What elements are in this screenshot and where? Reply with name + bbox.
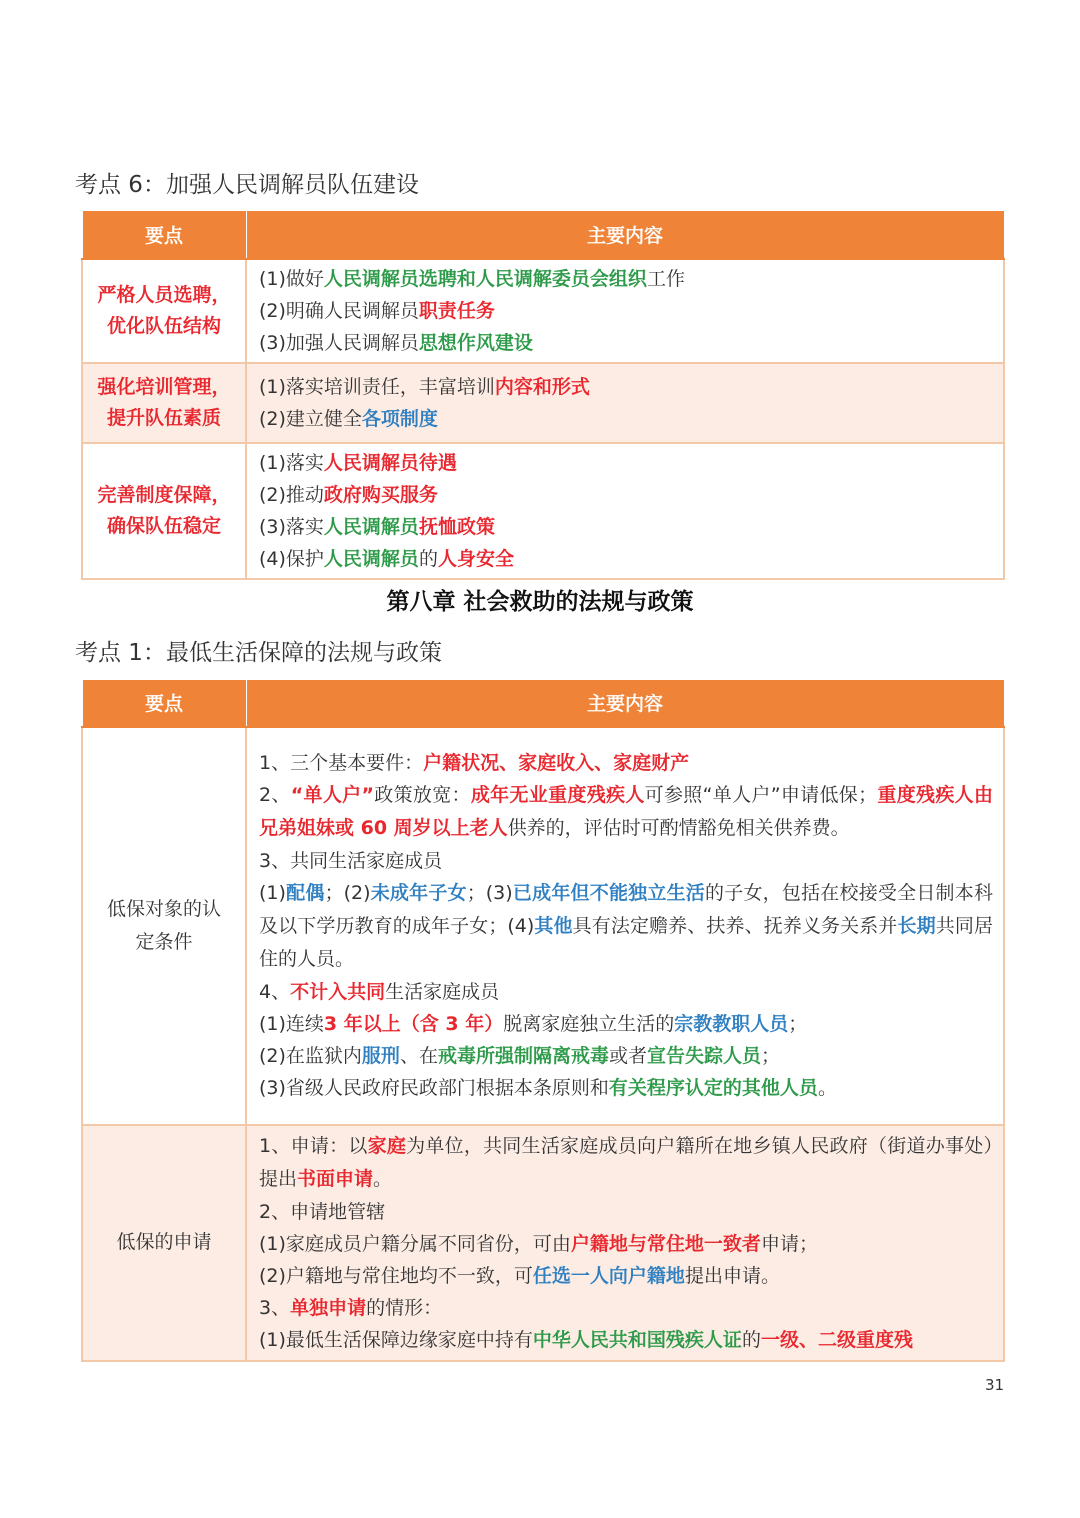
text-segment: 具有法定赡养、扶养、抚养义务关系并	[572, 915, 898, 937]
text-segment: 。	[373, 1167, 393, 1190]
highlight-text: 戒毒所强制隔离戒毒	[437, 1045, 609, 1067]
text-segment: 的	[741, 1328, 761, 1351]
content-line	[259, 747, 993, 779]
content-line	[259, 1072, 993, 1104]
text-segment: 申请；	[760, 1232, 818, 1255]
text-segment: ；	[761, 1045, 781, 1067]
highlight-text: 人民调解员	[323, 515, 419, 538]
highlight-text: 内容和形式	[494, 375, 590, 398]
content-line	[259, 263, 993, 295]
table-row	[82, 1125, 1004, 1361]
content-line	[259, 1324, 993, 1356]
highlight-text: 重度残疾人由兄弟姐妹或 60 周岁以上老人	[259, 784, 993, 839]
highlight-text: 已成年但不能独立生活	[512, 882, 706, 904]
key-points-table-1	[81, 210, 1005, 580]
highlight-text: 任选一人向户籍地	[532, 1264, 685, 1287]
content-line	[259, 543, 993, 575]
highlight-text: 人身安全	[437, 547, 514, 570]
content-line	[259, 976, 993, 1008]
text-segment: ；(3)	[466, 882, 513, 904]
key-point-cell	[82, 443, 246, 579]
text-segment: 脱离家庭独立生活的	[503, 1013, 675, 1035]
text-segment: (1)落实	[259, 451, 324, 474]
table-row	[82, 443, 1004, 579]
text-segment: 政策放宽：	[373, 784, 471, 806]
text-segment: 4、	[259, 981, 291, 1003]
highlight-text: 成年无业重度残疾人	[470, 784, 645, 806]
content-line	[259, 295, 993, 327]
text-segment: 提出申请。	[684, 1264, 780, 1287]
content-line	[259, 1008, 993, 1040]
text-segment: 的情形：	[366, 1296, 443, 1319]
text-segment: 1、申请：以	[259, 1134, 368, 1157]
text-segment: 1、三个基本要件：	[259, 752, 424, 774]
text-segment: (1)家庭成员户籍分属不同省份，可由	[259, 1232, 571, 1255]
section-title-2: 考点 1：最低生活保障的法规与政策	[75, 640, 442, 666]
content-paragraph	[259, 779, 993, 845]
key-points-table-2	[81, 679, 1005, 1362]
text-segment: 。	[817, 1077, 837, 1099]
text-segment: 、在	[399, 1045, 438, 1067]
key-line: 强化培训管理，	[97, 375, 231, 398]
text-segment: 或者	[608, 1045, 647, 1067]
table-row	[82, 363, 1004, 443]
highlight-text: 3 年以上（含 3 年）	[323, 1013, 504, 1035]
text-segment: (2)户籍地与常住地均不一致，可	[259, 1264, 533, 1287]
text-segment: 2、	[259, 784, 291, 806]
text-segment: 可参照“单人户”申请低保；	[644, 784, 878, 806]
key-point-cell	[82, 363, 246, 443]
text-segment: (1)	[259, 882, 286, 904]
highlight-text: 户籍状况、家庭收入、家庭财产	[423, 752, 690, 774]
content-line	[259, 1228, 993, 1260]
highlight-text: 配偶	[285, 882, 325, 904]
text-segment: 2、申请地管辖	[259, 1200, 386, 1223]
highlight-text: 政府购买服务	[323, 483, 438, 506]
text-segment: (4)保护	[259, 547, 324, 570]
content-cell	[246, 727, 1004, 1125]
page-number: 31	[985, 1376, 1005, 1394]
highlight-text: 单独申请	[290, 1296, 367, 1319]
text-segment: ；(2)	[324, 882, 371, 904]
key-point-cell	[82, 259, 246, 363]
highlight-text: 人民调解员	[323, 547, 419, 570]
highlight-text: 职责任务	[418, 299, 495, 322]
text-segment: 供养的，评估时可酌情豁免相关供养费。	[507, 817, 850, 839]
content-paragraph	[259, 877, 993, 976]
content-cell	[246, 443, 1004, 579]
text-segment: 3、共同生活家庭成员	[259, 850, 443, 872]
key-point-cell	[82, 1125, 246, 1361]
text-segment: (1)落实培训责任，丰富培训	[259, 375, 495, 398]
content-line	[259, 511, 993, 543]
highlight-text: 书面申请	[297, 1167, 374, 1190]
highlight-text: 各项制度	[361, 407, 438, 430]
key-point-cell	[82, 727, 246, 1125]
highlight-text: 长期	[897, 915, 936, 937]
key-line: 定条件	[135, 930, 193, 953]
highlight-text: 人民调解员选聘和人民调解委员会组织	[323, 267, 647, 290]
content-line	[259, 1040, 993, 1072]
text-segment: (3)加强人民调解员	[259, 331, 419, 354]
highlight-text: 宗教教职人员	[674, 1013, 789, 1035]
text-segment: 的	[418, 547, 438, 570]
content-paragraph	[259, 1130, 993, 1196]
highlight-text: 有关程序认定的其他人员	[608, 1077, 818, 1099]
content-line	[259, 1292, 993, 1324]
text-segment: (1)连续	[259, 1013, 324, 1035]
highlight-text: 抚恤政策	[418, 515, 495, 538]
content-line	[259, 1260, 993, 1292]
text-segment: (1)做好	[259, 267, 324, 290]
text-segment: (3)落实	[259, 515, 324, 538]
text-segment: (2)明确人民调解员	[259, 299, 419, 322]
content-line	[259, 327, 993, 359]
highlight-text: “单人户”	[290, 784, 374, 806]
table-row	[82, 727, 1004, 1125]
key-line: 确保队伍稳定	[106, 514, 221, 537]
content-line	[259, 479, 993, 511]
text-segment: (2)推动	[259, 483, 324, 506]
text-segment: 工作	[646, 267, 685, 290]
highlight-text: 不计入共同	[290, 981, 386, 1003]
content-line	[259, 403, 993, 435]
highlight-text: 未成年子女	[370, 882, 467, 904]
header-key-points: 要点	[82, 211, 246, 259]
highlight-text: 中华人民共和国残疾人证	[532, 1328, 742, 1351]
key-line: 低保对象的认	[106, 897, 221, 920]
text-segment: (1)最低生活保障边缘家庭中持有	[259, 1328, 533, 1351]
key-line: 完善制度保障，	[97, 483, 231, 506]
header-key-points: 要点	[82, 680, 246, 727]
text-segment: 3、	[259, 1296, 291, 1319]
content-line	[259, 371, 993, 403]
text-segment: 的子女，包括在校接受全日制本科及以下学历教育的成年子女；(4)	[259, 882, 993, 937]
header-main-content: 主要内容	[246, 680, 1004, 727]
highlight-text: 服刑	[361, 1045, 400, 1067]
highlight-text: 家庭	[367, 1134, 407, 1157]
key-line: 提升队伍素质	[106, 406, 221, 429]
text-segment: (3)省级人民政府民政部门根据本条原则和	[259, 1077, 609, 1099]
text-segment: (2)建立健全	[259, 407, 362, 430]
key-line: 低保的申请	[116, 1231, 212, 1253]
highlight-text: 人民调解员待遇	[323, 451, 457, 474]
text-segment: 共同居住的人员。	[259, 915, 993, 970]
key-line: 优化队伍结构	[106, 314, 221, 337]
highlight-text: 其他	[534, 915, 573, 937]
text-segment: 为单位，共同生活家庭成员向户籍所在地乡镇人民政府（街道办事处）提出	[259, 1134, 993, 1190]
highlight-text: 一级、二级重度残	[760, 1328, 913, 1351]
content-line	[259, 447, 993, 479]
text-segment: (2)在监狱内	[259, 1045, 362, 1067]
section-title-1: 考点 6：加强人民调解员队伍建设	[75, 172, 419, 198]
highlight-text: 宣告失踪人员	[646, 1045, 761, 1067]
content-line	[259, 845, 993, 877]
highlight-text: 户籍地与常住地一致者	[570, 1232, 761, 1255]
content-cell	[246, 259, 1004, 363]
chapter-title: 第八章 社会救助的法规与政策	[386, 589, 694, 615]
text-segment: ；	[788, 1013, 808, 1035]
content-cell	[246, 363, 1004, 443]
header-main-content: 主要内容	[246, 211, 1004, 259]
content-cell	[246, 1125, 1004, 1361]
table-row	[82, 259, 1004, 363]
content-line	[259, 1196, 993, 1228]
key-line: 严格人员选聘，	[97, 283, 231, 306]
highlight-text: 思想作风建设	[418, 331, 533, 354]
text-segment: 生活家庭成员	[385, 981, 500, 1003]
